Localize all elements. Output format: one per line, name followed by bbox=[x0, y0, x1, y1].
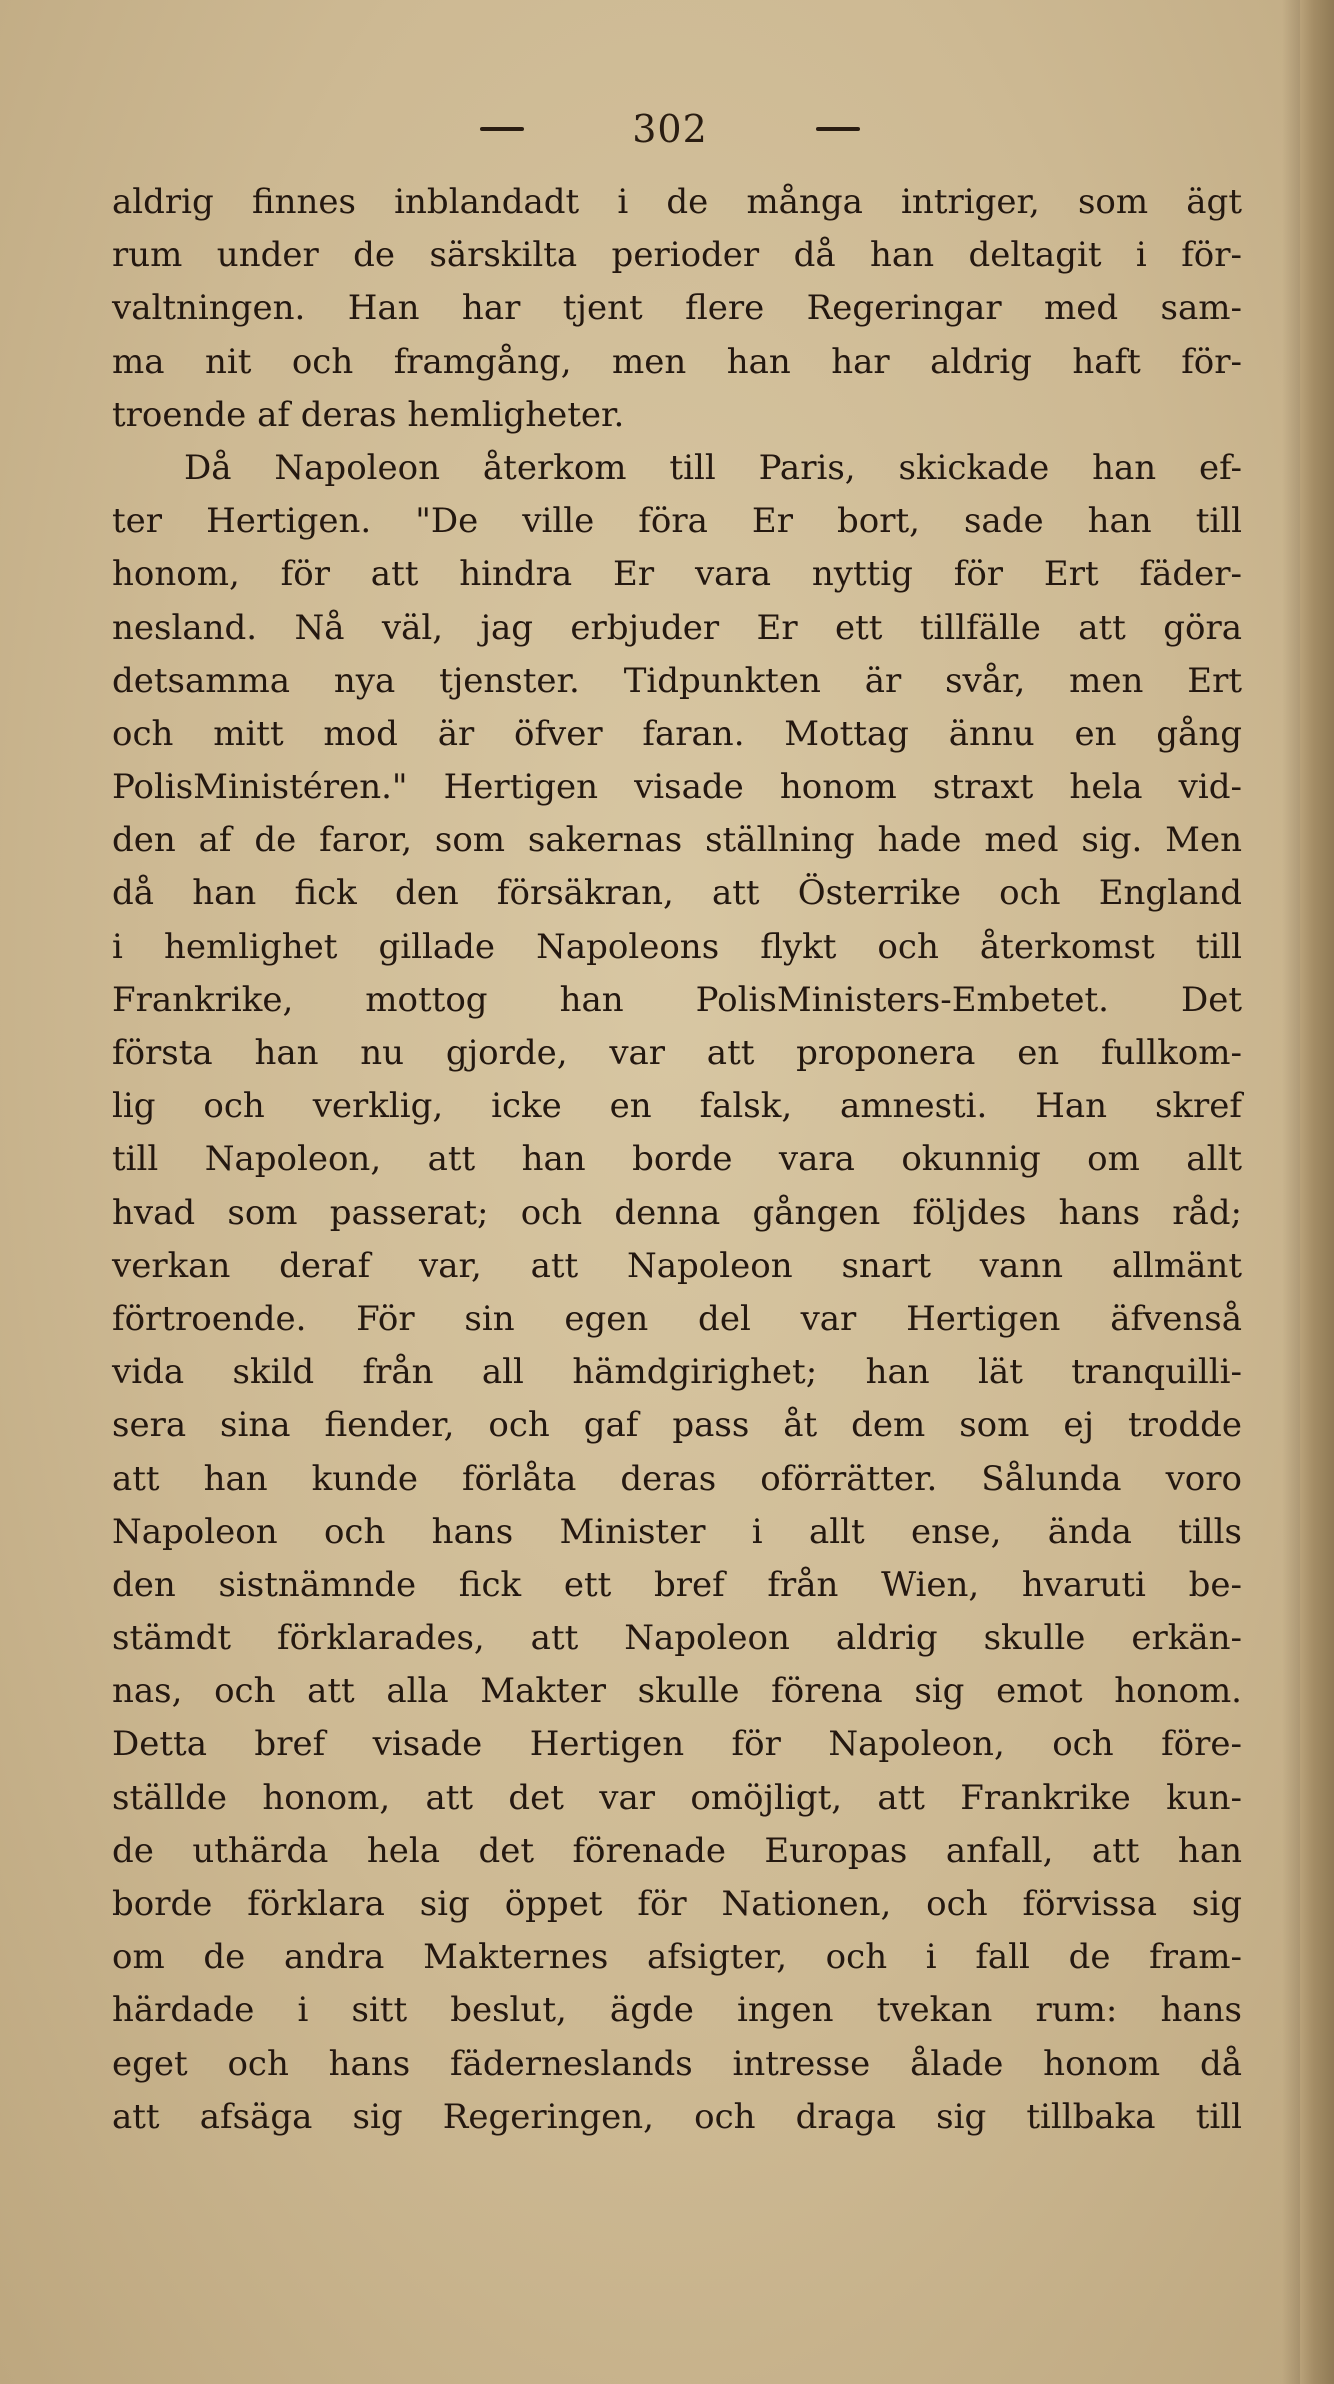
text-line: till Napoleon, att han borde vara okunnig om allt bbox=[112, 1139, 1242, 1180]
text-line: förtroende. För sin egen del var Hertigen äfvenså bbox=[112, 1298, 1242, 1339]
text-line: lig och verklig, icke en falsk, amnesti. Han skref bbox=[112, 1086, 1242, 1127]
text-line: den af de faror, som sakernas ställning hade med sig. Men bbox=[112, 820, 1242, 861]
text-line: då han fick den försäkran, att Österrike och England bbox=[112, 873, 1242, 914]
page-edge bbox=[1300, 0, 1334, 2384]
text-line: troende af deras hemligheter. bbox=[112, 394, 625, 435]
text-line: ter Hertigen. "De ville föra Er bort, sade han till bbox=[112, 501, 1242, 542]
text-line: härdade i sitt beslut, ägde ingen tvekan rum: hans bbox=[112, 1990, 1242, 2031]
text-line: ställde honom, att det var omöjligt, att Frankrike kun- bbox=[112, 1777, 1242, 1818]
text-line: nesland. Nå väl, jag erbjuder Er ett tillfälle att göra bbox=[112, 607, 1242, 648]
text-line: honom, för att hindra Er vara nyttig för Ert fäder- bbox=[112, 554, 1242, 595]
body-text bbox=[112, 176, 1242, 2144]
text-line: om de andra Makternes afsigter, och i fall de fram- bbox=[112, 1937, 1242, 1978]
text-line: Frankrike, mottog han PolisMinisters-Embetet. Det bbox=[112, 979, 1242, 1020]
text-line: den sistnämnde fick ett bref från Wien, hvaruti be- bbox=[112, 1564, 1242, 1605]
text-line: att afsäga sig Regeringen, och draga sig tillbaka till bbox=[112, 2096, 1242, 2137]
text-line: rum under de särskilta perioder då han deltagit i för- bbox=[112, 235, 1242, 276]
text-line: ma nit och framgång, men han har aldrig haft för- bbox=[112, 341, 1242, 382]
text-line: Detta bref visade Hertigen för Napoleon, och före- bbox=[112, 1724, 1242, 1765]
page-number: 302 bbox=[632, 107, 708, 151]
text-line: och mitt mod är öfver faran. Mottag ännu en gång bbox=[112, 713, 1242, 754]
text-line: verkan deraf var, att Napoleon snart vann allmänt bbox=[112, 1245, 1242, 1286]
page-gutter-shadow bbox=[1282, 0, 1300, 2384]
text-line: de uthärda hela det förenade Europas anfall, att han bbox=[112, 1830, 1242, 1871]
text-line: vida skild från all hämdgirighet; han lät tranquilli- bbox=[112, 1352, 1242, 1393]
text-line: detsamma nya tjenster. Tidpunkten är svår, men Ert bbox=[112, 660, 1242, 701]
text-line: sera sina fiender, och gaf pass åt dem som ej trodde bbox=[112, 1405, 1242, 1446]
text-line: valtningen. Han har tjent flere Regeringar med sam- bbox=[112, 288, 1242, 329]
header-dash-right bbox=[816, 127, 860, 131]
text-line: eget och hans fäderneslands intresse ålade honom då bbox=[112, 2043, 1242, 2084]
page-header bbox=[480, 104, 860, 154]
text-line: hvad som passerat; och denna gången följdes hans råd; bbox=[112, 1192, 1242, 1233]
text-line: aldrig finnes inblandadt i de många intriger, som ägt bbox=[112, 182, 1242, 222]
text-line: PolisMinistéren." Hertigen visade honom straxt hela vid- bbox=[112, 767, 1242, 808]
text-line: att han kunde förlåta deras oförrätter. Sålunda voro bbox=[112, 1458, 1242, 1499]
text-line: Napoleon och hans Minister i allt ense, ända tills bbox=[112, 1511, 1242, 1552]
text-line: i hemlighet gillade Napoleons flykt och återkomst till bbox=[112, 926, 1242, 967]
text-line: Då Napoleon återkom till Paris, skickade han ef- bbox=[184, 447, 1242, 488]
text-line: första han nu gjorde, var att proponera en fullkom- bbox=[112, 1033, 1242, 1073]
text-line: borde förklara sig öppet för Nationen, och förvissa sig bbox=[112, 1884, 1242, 1924]
text-line: nas, och att alla Makter skulle förena sig emot honom. bbox=[112, 1671, 1242, 1712]
text-line: stämdt förklarades, att Napoleon aldrig skulle erkän- bbox=[112, 1618, 1242, 1659]
header-dash-left bbox=[480, 127, 524, 131]
